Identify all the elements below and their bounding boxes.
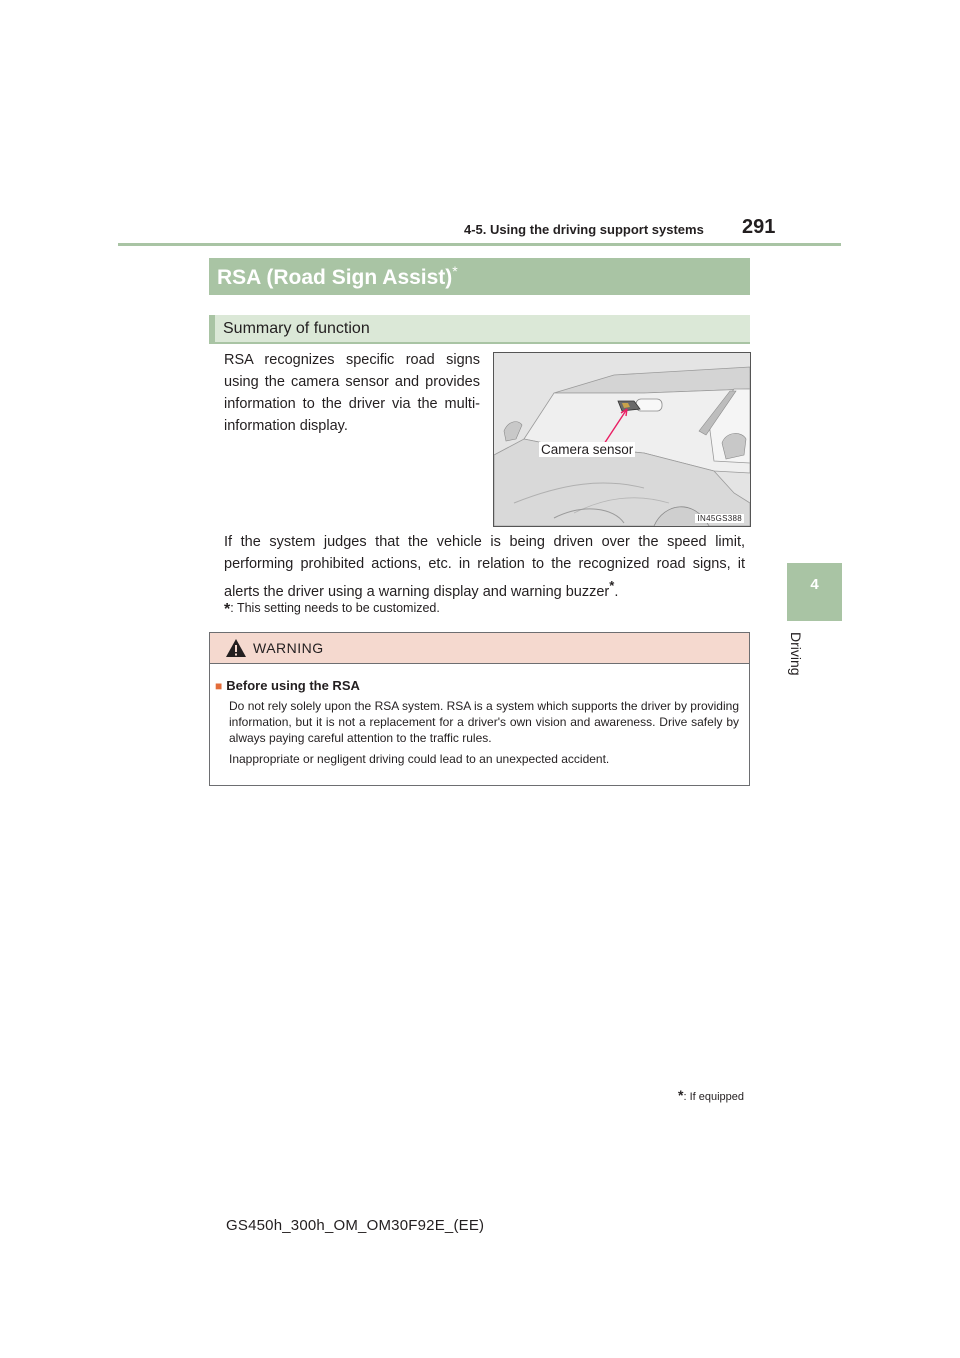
subsection-title-bar [209,315,750,344]
square-bullet-icon: ■ [215,679,223,693]
note-text: : This setting needs to be customized. [230,601,440,615]
warning-triangle-icon [225,638,247,658]
figure-code: IN45GS388 [697,514,742,523]
body-text-mark: * [609,578,615,593]
chapter-tab-number: 4 [810,576,819,593]
windshield-illustration [494,353,750,526]
running-header-section: 4-5. Using the driving support systems [464,222,704,237]
page-number: 291 [742,216,776,238]
warning-item-text: Before using the RSA [226,678,360,693]
warning-header [210,633,749,664]
customize-note [224,601,440,619]
body-paragraph [224,531,745,603]
warning-box [209,632,750,786]
camera-sensor-label: Camera sensor [541,442,634,457]
body-text: If the system judges that the vehicle is being driven over the speed limit, performing prohibited actions, etc. in relation to the recognized road signs, it alerts the driver using a warning display and warning buzzer [224,534,745,600]
warning-item-title [215,678,360,693]
footnote-mark: * [678,1087,684,1103]
section-title-mark: * [452,263,458,279]
warning-paragraph-2: Inappropriate or negligent driving could lead to an unexpected accident. [229,752,610,766]
body-text-end: . [614,583,619,600]
section-title [217,263,458,290]
camera-sensor-figure [493,352,751,527]
section-title-bar [209,258,750,295]
footnote-text: : If equipped [683,1091,745,1103]
warning-title: WARNING [253,640,324,656]
warning-paragraph-1: Do not rely solely upon the RSA system. RSA is a system which supports the driver by providing information, but it is not a replacement for a driver's own vision and awareness. Drive safely by always paying careful attention to the traffic rules. [229,699,739,745]
section-title-text: RSA (Road Sign Assist) [217,266,453,289]
intro-paragraph: RSA recognizes specific road signs using the camera sensor and provides information to the driver via the multi-information display. [224,352,480,434]
subsection-title: Summary of function [223,320,370,337]
subsection-accent [209,315,215,344]
chapter-tab-label: Driving [788,632,804,676]
if-equipped-footnote [678,1087,744,1103]
note-mark: * [224,601,231,618]
manual-code-footer: GS450h_300h_OM_OM30F92E_(EE) [226,1217,485,1234]
header-rule [118,243,841,246]
